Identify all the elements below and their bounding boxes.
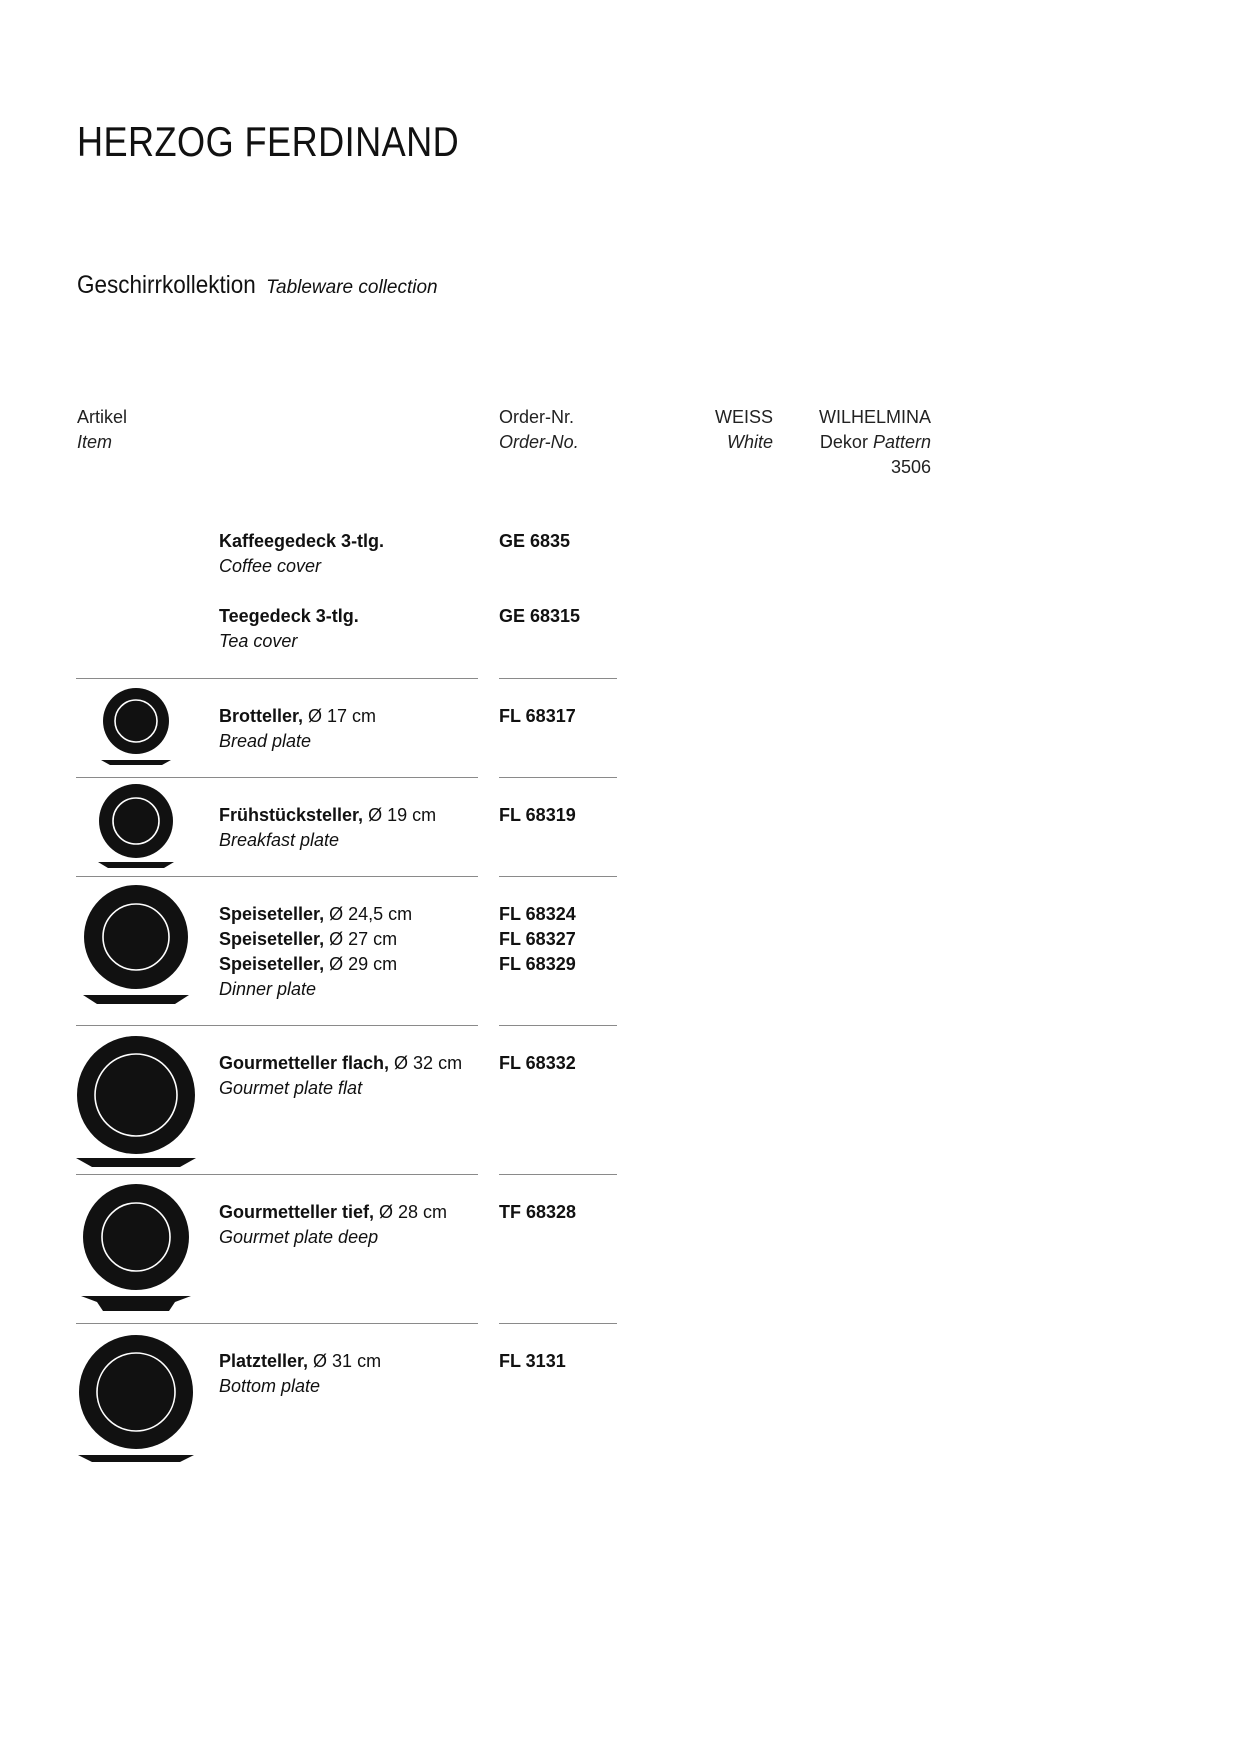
item-size: Ø 27 cm	[324, 929, 398, 949]
item-name: Frühstücksteller,	[219, 805, 364, 825]
item-name: Gourmetteller tief,	[219, 1202, 375, 1222]
list-item	[219, 604, 359, 654]
divider	[499, 777, 617, 778]
header-weiss-en: White	[726, 432, 773, 452]
header-wilhelmina-pattern	[790, 430, 931, 455]
item-name: Speiseteller,	[219, 929, 325, 949]
header-weiss-de: WEISS	[714, 407, 773, 427]
divider	[499, 1025, 617, 1026]
divider	[76, 876, 478, 877]
item-size: Ø 31 cm	[308, 1351, 382, 1371]
brand-title: HERZOG FERDINAND	[77, 118, 460, 165]
item-size: Ø 32 cm	[389, 1053, 463, 1073]
item-size: Ø 17 cm	[303, 706, 377, 726]
page-subtitle	[77, 271, 438, 300]
divider	[499, 1174, 617, 1175]
list-item	[219, 704, 376, 754]
order-number: FL 68319	[499, 805, 576, 825]
header-wilhelmina-name: WILHELMINA	[818, 407, 931, 427]
divider	[76, 777, 478, 778]
item-name-en: Gourmet plate flat	[219, 1078, 363, 1098]
item-name: Teegedeck 3-tlg.	[219, 606, 359, 626]
order-number: FL 68327	[499, 929, 576, 949]
divider	[499, 678, 617, 679]
item-size: Ø 29 cm	[324, 954, 398, 974]
order-number-group	[499, 902, 576, 977]
divider	[499, 876, 617, 877]
breakfast-plate-icon	[96, 783, 176, 871]
list-item	[219, 1349, 381, 1399]
order-number: FL 68332	[499, 1053, 576, 1073]
list-item	[219, 1051, 462, 1101]
item-name-en: Bottom plate	[219, 1376, 321, 1396]
item-name-en: Bread plate	[219, 731, 312, 751]
order-number: FL 68324	[499, 904, 576, 924]
bread-plate-icon	[100, 688, 172, 768]
divider	[76, 1025, 478, 1026]
header-order-de: Order-Nr.	[499, 407, 575, 427]
item-name: Speiseteller,	[219, 904, 325, 924]
column-header-order	[499, 405, 579, 455]
header-order-en: Order-No.	[499, 432, 579, 452]
item-name: Brotteller,	[219, 706, 304, 726]
order-number: FL 3131	[499, 1351, 566, 1371]
header-dekor: Dekor	[819, 432, 868, 452]
item-name: Gourmetteller flach,	[219, 1053, 390, 1073]
header-item-de: Artikel	[77, 407, 128, 427]
list-item	[219, 529, 384, 579]
item-name-en: Breakfast plate	[219, 830, 340, 850]
list-item	[219, 1200, 447, 1250]
item-size: Ø 19 cm	[363, 805, 437, 825]
gourmet-plate-deep-icon	[79, 1183, 193, 1315]
item-name-en: Gourmet plate deep	[219, 1227, 379, 1247]
divider	[76, 678, 478, 679]
column-header-item	[77, 405, 127, 455]
item-name-en: Coffee cover	[219, 556, 322, 576]
divider	[76, 1323, 478, 1324]
order-number: FL 68329	[499, 954, 576, 974]
item-name-en: Tea cover	[219, 631, 298, 651]
item-name: Platzteller,	[219, 1351, 309, 1371]
header-pattern-number: 3506	[890, 457, 931, 477]
divider	[499, 1323, 617, 1324]
gourmet-plate-flat-icon	[74, 1033, 198, 1171]
order-number: GE 6835	[499, 531, 571, 551]
order-number: FL 68317	[499, 706, 576, 726]
dinner-plate-icon	[81, 884, 191, 1010]
item-name: Kaffeegedeck 3-tlg.	[219, 531, 385, 551]
order-number: TF 68328	[499, 1202, 577, 1222]
bottom-plate-icon	[76, 1334, 196, 1466]
subtitle-en: Tableware collection	[266, 277, 438, 298]
item-name: Speiseteller,	[219, 954, 325, 974]
subtitle-de: Geschirrkollektion	[77, 271, 256, 299]
list-item	[219, 902, 412, 1002]
item-size: Ø 28 cm	[374, 1202, 448, 1222]
list-item	[219, 803, 436, 853]
item-name-en: Dinner plate	[219, 979, 317, 999]
divider	[76, 1174, 478, 1175]
column-header-weiss	[690, 405, 773, 455]
order-number: GE 68315	[499, 606, 581, 626]
column-header-wilhelmina	[790, 405, 931, 480]
header-pattern: Pattern	[872, 432, 931, 452]
item-size: Ø 24,5 cm	[324, 904, 413, 924]
header-item-en: Item	[77, 432, 113, 452]
